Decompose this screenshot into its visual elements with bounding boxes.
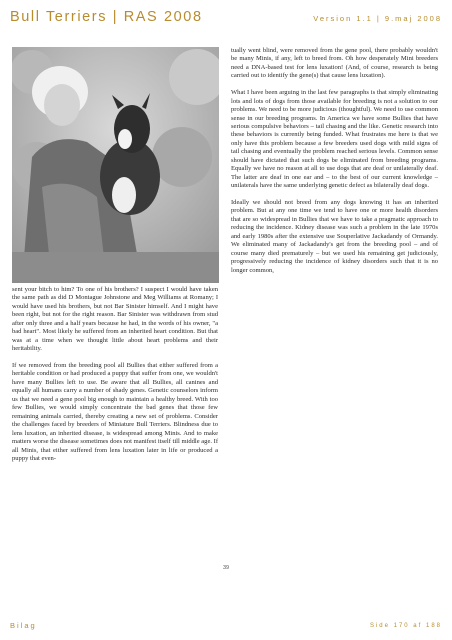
right-text-column <box>231 47 438 284</box>
left-text-column <box>12 286 218 472</box>
left-paragraph-2: If we removed from the breeding pool all Bullies that either suffered from a heritable condition or had produced a puppy that suffer from one, we wouldn't have many Bullies left to use. Be aware that all Bullies, all canines and equally all humans carry a number of shady genes. Genetic counselors inform us that we need a gene pool big enough to maintain a healthy breed. With too few Bullies, we would simply concentrate the bad genes that those few remaining animals carried, thereby creating a new set of problems. Consider the challenges faced by breeders of Miniature Bull Terriers. Blindness due to lens luxation, an inherited disease, is widespread among Minis. And to make matters worse the disease sometimes does not manifest itself till middle age. If all Minis, that either suffered from lens luxation later in life or produced a puppy that even- <box>12 362 218 462</box>
page-number: 39 <box>222 565 230 571</box>
footer-page-counter: Side 170 af 188 <box>369 623 442 629</box>
header-title: Bull Terriers | RAS 2008 <box>10 9 203 25</box>
right-paragraph-3: Ideally we should not breed from any dogs knowing it has an inherited problem. But at any one time we tend to have one or more health disorders that are so widespread in Bullies that we have to take a pragmatic approach to reducing the incidence. Kidney disease was such a problem in the late 1970s and early 1980s after the extensive use Souperlative Jackadandy of Ormandy. We eliminated many of Jackadandy's get from the breeding pool – and of course many died prematurely – but we used his remaining get judiciously, progressively reducing the incidence of kidney disorders such that it is no longer common, <box>231 199 438 274</box>
header-version: Version 1.1 | 9.maj 2008 <box>313 14 442 23</box>
right-paragraph-2: What I have been arguing in the last few paragraphs is that simply eliminating lots and lots of dogs from those available for breeding is not a solution to our problems. We need to be more judicious (thoughtful). We need to use common sense in our breeding programs. In America we have some Bullies that have serious compulsive behaviors – tail chasing and the like. Genetic research into these behaviors is currently being funded. What frustrates me here is that we only have this problem because a few breeders used dogs with mild signs of tail chasing and eventually the problem reached serious levels. Common sense should have dictated that such dogs be eliminated from breeding programs. Equally we have no reason at all to use dogs that are deaf or unilaterally deaf. The latter are deaf in one ear and – to the best of our current knowledge – unilaterals have the same underlying genetic defect as bilaterally deaf dogs. <box>231 89 438 190</box>
left-paragraph-1: sent your bitch to him? To one of his brothers? I suspect I would have taken the same path as did D Montague Johnstone and Meg Williams at Romany; I would have used his brothers, but not Bar Sinister himself. And I might have been right, but not for the right reason. Bar Sinister was withdrawn from stud after only three and a half years because he had, in the words of his owner, "a bad heart". Most likely he suffered from an inherited heart condition. But that was at a time when we thought little about heart problems and their heritability. <box>12 286 218 353</box>
photo-woman-with-bull-terrier <box>12 47 219 283</box>
footer-left-label: Bilag <box>10 621 37 630</box>
right-paragraph-1: tually went blind, were removed from the gene pool, there probably wouldn't be many Minis, if any, left to breed from. Oh how desperately Mini breeders need a DNA-based test for lens luxation! (And, of course, research is being carried out to identify the gene(s) that cause lens luxation). <box>231 47 438 80</box>
